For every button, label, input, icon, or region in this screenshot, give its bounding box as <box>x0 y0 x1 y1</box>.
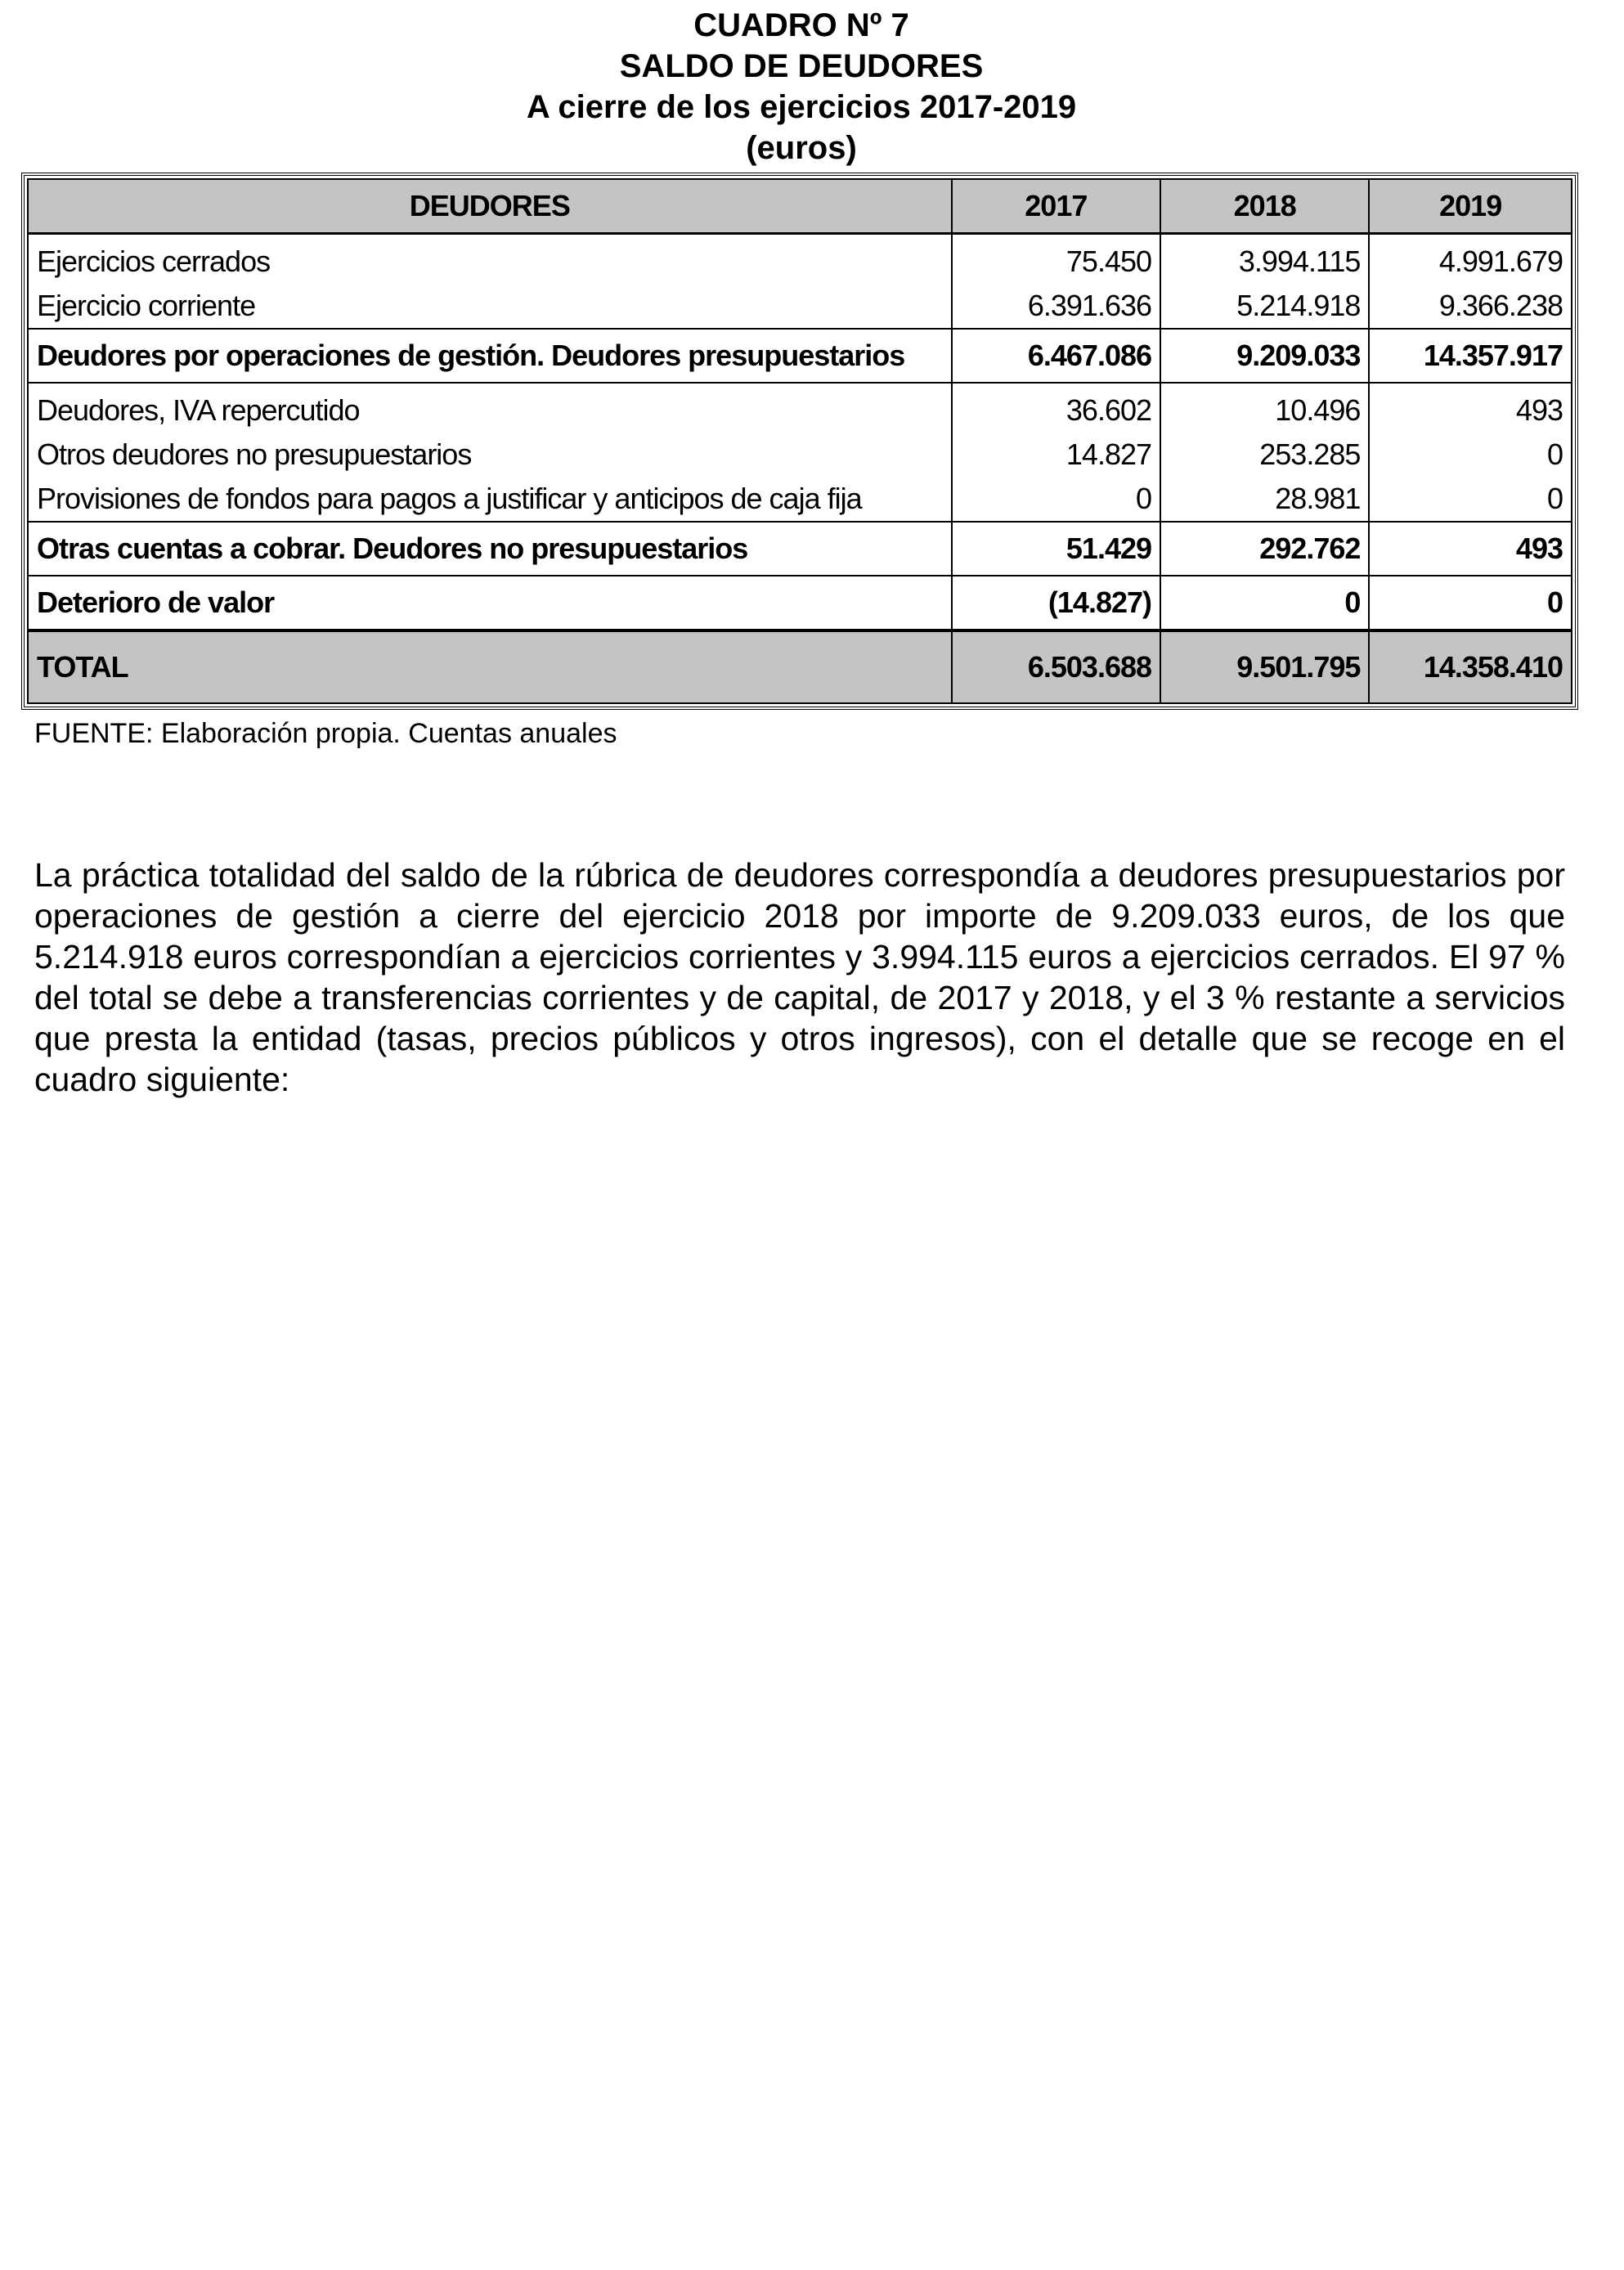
row-label: Ejercicio corriente <box>28 284 952 329</box>
column-header-2019: 2019 <box>1369 179 1572 234</box>
cell-2019: 0 <box>1369 576 1572 630</box>
row-label: Deterioro de valor <box>28 576 952 630</box>
caption-number: CUADRO Nº 7 <box>693 7 909 43</box>
column-header-deudores: DEUDORES <box>28 179 952 234</box>
table-header-row <box>28 179 1572 234</box>
cell-2017: 0 <box>952 477 1160 522</box>
table-caption <box>0 5 1603 168</box>
cell-2019: 0 <box>1369 477 1572 522</box>
subtotal-row <box>28 329 1572 383</box>
cell-2018: 28.981 <box>1160 477 1369 522</box>
debtors-table <box>27 178 1572 704</box>
debtors-table-frame <box>21 173 1578 710</box>
table-row <box>28 234 1572 285</box>
cell-2018: 3.994.115 <box>1160 234 1369 285</box>
row-label: Otros deudores no presupuestarios <box>28 433 952 477</box>
caption-title: SALDO DE DEUDORES <box>619 48 984 84</box>
column-header-2018: 2018 <box>1160 179 1369 234</box>
row-label: Otras cuentas a cobrar. Deudores no presupuestarios <box>28 522 952 576</box>
cell-2018: 9.501.795 <box>1160 630 1369 703</box>
subtotal-row <box>28 522 1572 576</box>
cell-2017: 36.602 <box>952 383 1160 433</box>
table-row <box>28 477 1572 522</box>
cell-2017: (14.827) <box>952 576 1160 630</box>
cell-2017: 14.827 <box>952 433 1160 477</box>
cell-2019: 4.991.679 <box>1369 234 1572 285</box>
row-label: Provisiones de fondos para pagos a justificar y anticipos de caja fija <box>28 477 952 522</box>
total-row <box>28 630 1572 703</box>
cell-2017: 6.391.636 <box>952 284 1160 329</box>
cell-2019: 493 <box>1369 522 1572 576</box>
body-paragraph: La práctica totalidad del saldo de la rúbrica de deudores correspondía a deudores presupuestarios por operaciones de gestión a cierre del ejercicio 2018 por importe de 9.209.033 euros, de los que 5.214.918 euros correspondían a ejercicios corrientes y 3.994.115 euros a ejercicios cerrados. El 97 % del total se debe a transferencias corrientes y de capital, de 2017 y 2018, y el 3 % restante a servicios que presta la entidad (tasas, precios públicos y otros ingresos), con el detalle que se recoge en el cuadro siguiente: <box>34 856 1565 1098</box>
cell-2017: 6.503.688 <box>952 630 1160 703</box>
row-label: TOTAL <box>28 630 952 703</box>
caption-period: A cierre de los ejercicios 2017-2019 <box>526 89 1077 125</box>
row-label: Deudores por operaciones de gestión. Deudores presupuestarios <box>28 329 952 383</box>
cell-2019: 9.366.238 <box>1369 284 1572 329</box>
caption-units: (euros) <box>746 130 857 166</box>
cell-2018: 253.285 <box>1160 433 1369 477</box>
cell-2019: 14.357.917 <box>1369 329 1572 383</box>
cell-2017: 75.450 <box>952 234 1160 285</box>
cell-2019: 14.358.410 <box>1369 630 1572 703</box>
cell-2018: 0 <box>1160 576 1369 630</box>
row-label: Ejercicios cerrados <box>28 234 952 285</box>
cell-2018: 9.209.033 <box>1160 329 1369 383</box>
cell-2018: 10.496 <box>1160 383 1369 433</box>
cell-2018: 5.214.918 <box>1160 284 1369 329</box>
impairment-row <box>28 576 1572 630</box>
row-label: Deudores, IVA repercutido <box>28 383 952 433</box>
cell-2017: 6.467.086 <box>952 329 1160 383</box>
cell-2017: 51.429 <box>952 522 1160 576</box>
cell-2018: 292.762 <box>1160 522 1369 576</box>
table-source-note: FUENTE: Elaboración propia. Cuentas anuales <box>34 718 617 749</box>
cell-2019: 0 <box>1369 433 1572 477</box>
table-row <box>28 383 1572 433</box>
table-row <box>28 433 1572 477</box>
column-header-2017: 2017 <box>952 179 1160 234</box>
table-row <box>28 284 1572 329</box>
cell-2019: 493 <box>1369 383 1572 433</box>
